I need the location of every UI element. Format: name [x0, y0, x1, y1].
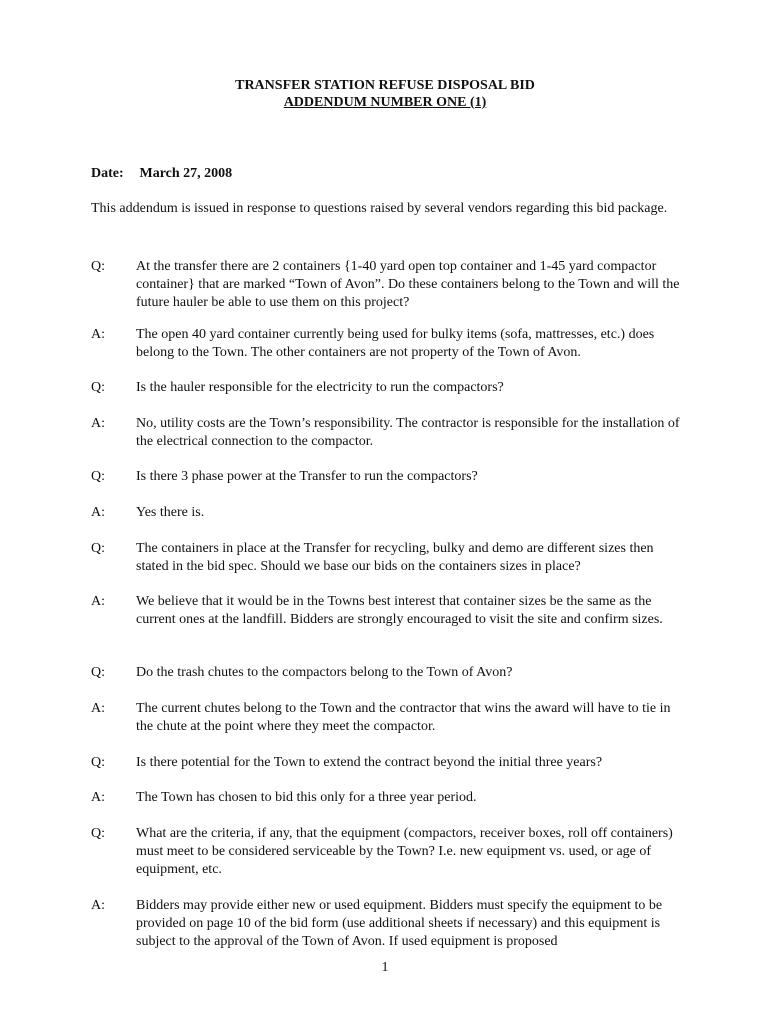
qa-label: Q: [91, 755, 105, 770]
qa-label: A: [91, 701, 105, 716]
qa-text: What are the criteria, if any, that the equipment (compactors, receiver boxes, roll off containers) must meet to be considered serviceable by the Town? I.e. new equipment vs. used, or age of equipment, etc. [136, 826, 673, 877]
qa-text: No, utility costs are the Town’s responsibility. The contractor is responsible for the installation of the electrical connection to the compactor. [136, 416, 680, 449]
qa-label: Q: [91, 259, 105, 274]
addendum-heading: ADDENDUM NUMBER ONE (1) [283, 95, 487, 110]
document-title: TRANSFER STATION REFUSE DISPOSAL BID [235, 78, 535, 93]
qa-label: Q: [91, 469, 105, 484]
date-label: Date: [91, 166, 124, 181]
qa-label: A: [91, 790, 105, 805]
qa-label: A: [91, 416, 105, 431]
qa-text: The open 40 yard container currently being used for bulky items (sofa, mattresses, etc.) does belong to the Town. The other containers are not property of the Town of Avon. [136, 327, 655, 360]
qa-text: Is there 3 phase power at the Transfer to run the compactors? [136, 469, 478, 484]
qa-label: Q: [91, 826, 105, 841]
qa-label: A: [91, 505, 105, 520]
page-number: 1 [381, 960, 389, 975]
qa-text: Yes there is. [136, 505, 205, 520]
qa-text: We believe that it would be in the Towns best interest that container sizes be the same as the current ones at the landfill. Bidders are strongly encouraged to visit the site and confirm sizes. [136, 594, 663, 627]
qa-label: Q: [91, 380, 105, 395]
qa-text: At the transfer there are 2 containers {1-40 yard open top container and 1-45 yard compactor container} that are marked “Town of Avon”. Do these containers belong to the Town and will the future hauler be able to use them on this project? [136, 259, 680, 310]
qa-text: Do the trash chutes to the compactors belong to the Town of Avon? [136, 665, 513, 680]
qa-label: A: [91, 594, 105, 609]
qa-label: Q: [91, 665, 105, 680]
qa-text: Bidders may provide either new or used equipment. Bidders must specify the equipment to be provided on page 10 of the bid form (use additional sheets if necessary) and this equipment is subject to the approval of the Town of Avon. If used equipment is proposed [136, 898, 663, 949]
qa-label: Q: [91, 541, 105, 556]
qa-text: Is the hauler responsible for the electricity to run the compactors? [136, 380, 504, 395]
intro-paragraph: This addendum is issued in response to questions raised by several vendors regarding this bid package. [91, 201, 668, 216]
qa-label: A: [91, 898, 105, 913]
date-value: March 27, 2008 [139, 166, 233, 181]
qa-text: The containers in place at the Transfer for recycling, bulky and demo are different sizes then stated in the bid spec. Should we base our bids on the containers sizes in place? [136, 541, 654, 574]
qa-text: The current chutes belong to the Town and the contractor that wins the award will have to tie in the chute at the point where they meet the compactor. [136, 701, 671, 734]
qa-text: The Town has chosen to bid this only for a three year period. [136, 790, 477, 805]
qa-text: Is there potential for the Town to extend the contract beyond the initial three years? [136, 755, 603, 770]
date-line [91, 166, 232, 182]
qa-label: A: [91, 327, 105, 342]
